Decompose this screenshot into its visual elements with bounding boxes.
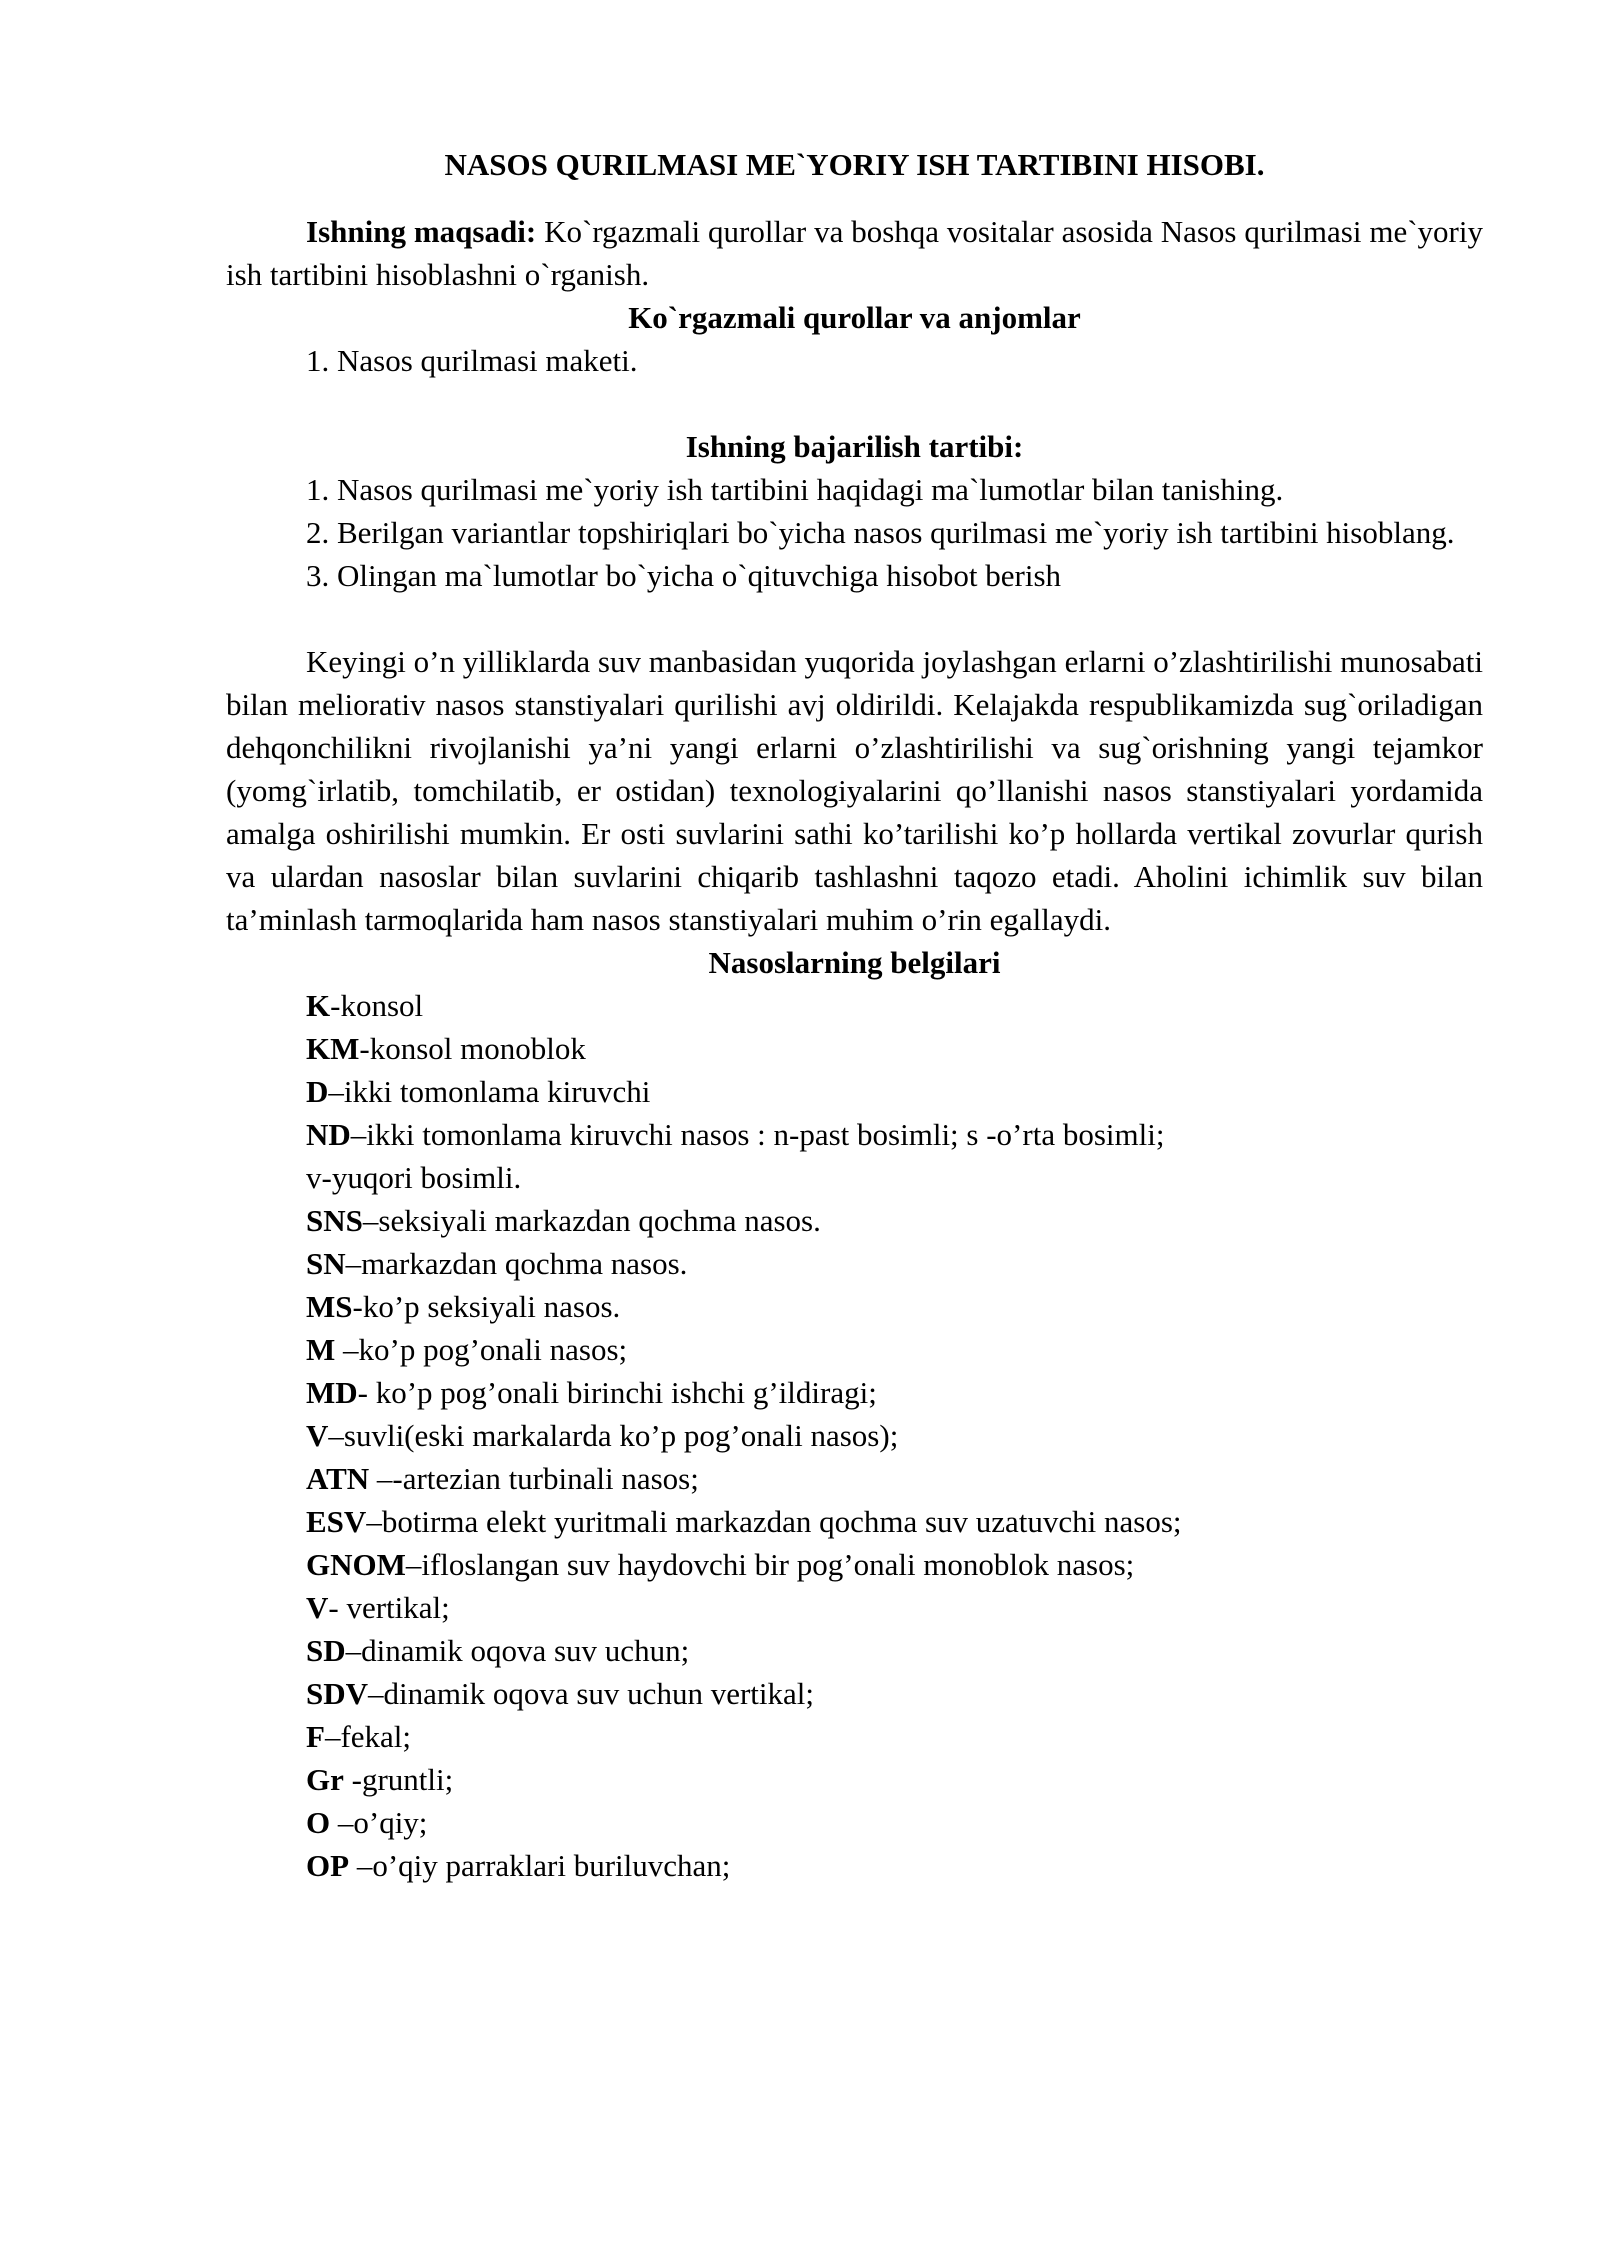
- designation-text: –ifloslangan suv haydovchi bir pog’onali monoblok nasos;: [405, 1547, 1135, 1582]
- purpose-paragraph: [226, 210, 1483, 296]
- designation-item: [306, 1070, 1483, 1113]
- designation-text: - ko’p pog’onali birinchi ishchi g’ildiragi;: [357, 1375, 877, 1410]
- designation-abbr: ESV: [306, 1504, 367, 1539]
- designation-item: [306, 984, 1483, 1027]
- designation-text: –ko’p pog’onali nasos;: [335, 1332, 628, 1367]
- designation-item: [306, 1758, 1483, 1801]
- designation-text: v-yuqori bosimli.: [306, 1160, 522, 1195]
- designation-abbr: D: [306, 1074, 329, 1109]
- designation-text: –ikki tomonlama kiruvchi: [328, 1074, 651, 1109]
- designation-item: [306, 1371, 1483, 1414]
- designation-abbr: OP: [306, 1848, 350, 1883]
- procedure-step: 2. Berilgan variantlar topshiriqlari bo`yicha nasos qurilmasi me`yoriy ish tartibini hisoblang.: [306, 515, 1455, 550]
- designation-item: [306, 1543, 1483, 1586]
- designations-list: [226, 984, 1483, 1887]
- designation-item: [306, 1285, 1483, 1328]
- designation-item: [306, 1113, 1483, 1156]
- designation-item: [306, 1500, 1483, 1543]
- designation-abbr: F: [306, 1719, 325, 1754]
- designation-item: [306, 1715, 1483, 1758]
- designation-abbr: K: [306, 988, 331, 1023]
- designation-text: -ko’p seksiyali nasos.: [352, 1289, 621, 1324]
- designation-text: –botirma elekt yuritmali markazdan qochma suv uzatuvchi nasos;: [366, 1504, 1182, 1539]
- designation-item: [306, 1328, 1483, 1371]
- procedure-section-heading: Ishning bajarilish tartibi:: [685, 429, 1024, 464]
- designation-item: [306, 1844, 1483, 1887]
- designation-item: [306, 1629, 1483, 1672]
- purpose-lead-label: Ishning maqsadi:: [306, 214, 537, 249]
- designation-abbr: ATN: [306, 1461, 370, 1496]
- designation-abbr: MD: [306, 1375, 358, 1410]
- designation-text: –-artezian turbinali nasos;: [369, 1461, 699, 1496]
- procedure-step: 1. Nasos qurilmasi me`yoriy ish tartibini haqidagi ma`lumotlar bilan tanishing.: [306, 472, 1284, 507]
- designation-abbr: ND: [306, 1117, 351, 1152]
- designation-text: –dinamik oqova suv uchun vertikal;: [368, 1676, 814, 1711]
- intro-paragraph: Keyingi o’n yilliklarda suv manbasidan yuqorida joylashgan erlarni o’zlashtirilishi munosabati bilan meliorativ nasos stanstiyalari qurilishi avj oldirildi. Kelajakda respublikamizda sug`oriladigan dehqonchilikni rivojlanishi ya’ni yangi erlarni o’zlashtirilishi va sug`orishning yangi tejamkor (yomg`irlatib, tomchilatib, er ostidan) texnologiyalarini qo’llanishi nasos stanstiyalari yordamida amalga oshirilishi mumkin. Er osti suvlarini sathi ko’tarilishi ko’p hollarda vertikal zovurlar qurish va ulardan nasoslar bilan suvlarini chiqarib tashlashni taqozo etadi. Aholini ichimlik suv bilan ta’minlash tarmoqlarida ham nasos stanstiyalari muhim o’rin egallaydi.: [226, 644, 1483, 937]
- designation-abbr: SN: [306, 1246, 346, 1281]
- designation-text: –dinamik oqova suv uchun;: [345, 1633, 690, 1668]
- designation-abbr: O: [306, 1805, 331, 1840]
- designation-abbr: M: [306, 1332, 336, 1367]
- designation-item: [306, 1586, 1483, 1629]
- designation-abbr: Gr: [306, 1762, 344, 1797]
- designation-item: [306, 1414, 1483, 1457]
- designation-text: -konsol: [330, 988, 424, 1023]
- designation-text: - vertikal;: [328, 1590, 450, 1625]
- designation-abbr: MS: [306, 1289, 353, 1324]
- designation-text: –markazdan qochma nasos.: [345, 1246, 688, 1281]
- designation-abbr: GNOM: [306, 1547, 406, 1582]
- designation-text: -konsol monoblok: [359, 1031, 586, 1066]
- designation-text: –o’qiy parraklari buriluvchan;: [349, 1848, 731, 1883]
- designation-item: [306, 1457, 1483, 1500]
- designation-abbr: SDV: [306, 1676, 369, 1711]
- designation-item: [306, 1199, 1483, 1242]
- designation-text: -gruntli;: [343, 1762, 454, 1797]
- designation-abbr: SD: [306, 1633, 346, 1668]
- tools-list-item: 1. Nasos qurilmasi maketi.: [306, 343, 638, 378]
- designation-abbr: V: [306, 1418, 329, 1453]
- designation-text: –ikki tomonlama kiruvchi nasos : n-past bosimli; s -o’rta bosimli;: [350, 1117, 1165, 1152]
- designation-item: [306, 1242, 1483, 1285]
- designation-abbr: SNS: [306, 1203, 363, 1238]
- document-title: NASOS QURILMASI ME`YORIY ISH TARTIBINI HISOBI.: [444, 147, 1265, 182]
- designation-text: –suvli(eski markalarda ko’p pog’onali nasos);: [328, 1418, 899, 1453]
- designation-abbr: V: [306, 1590, 329, 1625]
- designation-item: [306, 1672, 1483, 1715]
- designations-section-heading: Nasoslarning belgilari: [708, 945, 1001, 980]
- designation-text: –o’qiy;: [330, 1805, 428, 1840]
- designation-abbr: KM: [306, 1031, 360, 1066]
- purpose-text: Ko`rgazmali qurollar va boshqa vositalar asosida Nasos qurilmasi me`yoriy ish tartibini hisoblashni o`rganish.: [226, 214, 1483, 292]
- designation-item: [306, 1801, 1483, 1844]
- designation-text: –fekal;: [324, 1719, 412, 1754]
- procedure-step: 3. Olingan ma`lumotlar bo`yicha o`qituvchiga hisobot berish: [306, 558, 1062, 593]
- tools-section-heading: Ko`rgazmali qurollar va anjomlar: [628, 300, 1081, 335]
- designation-text: –seksiyali markazdan qochma nasos.: [362, 1203, 821, 1238]
- designation-item: [306, 1027, 1483, 1070]
- designation-item: [306, 1156, 1483, 1199]
